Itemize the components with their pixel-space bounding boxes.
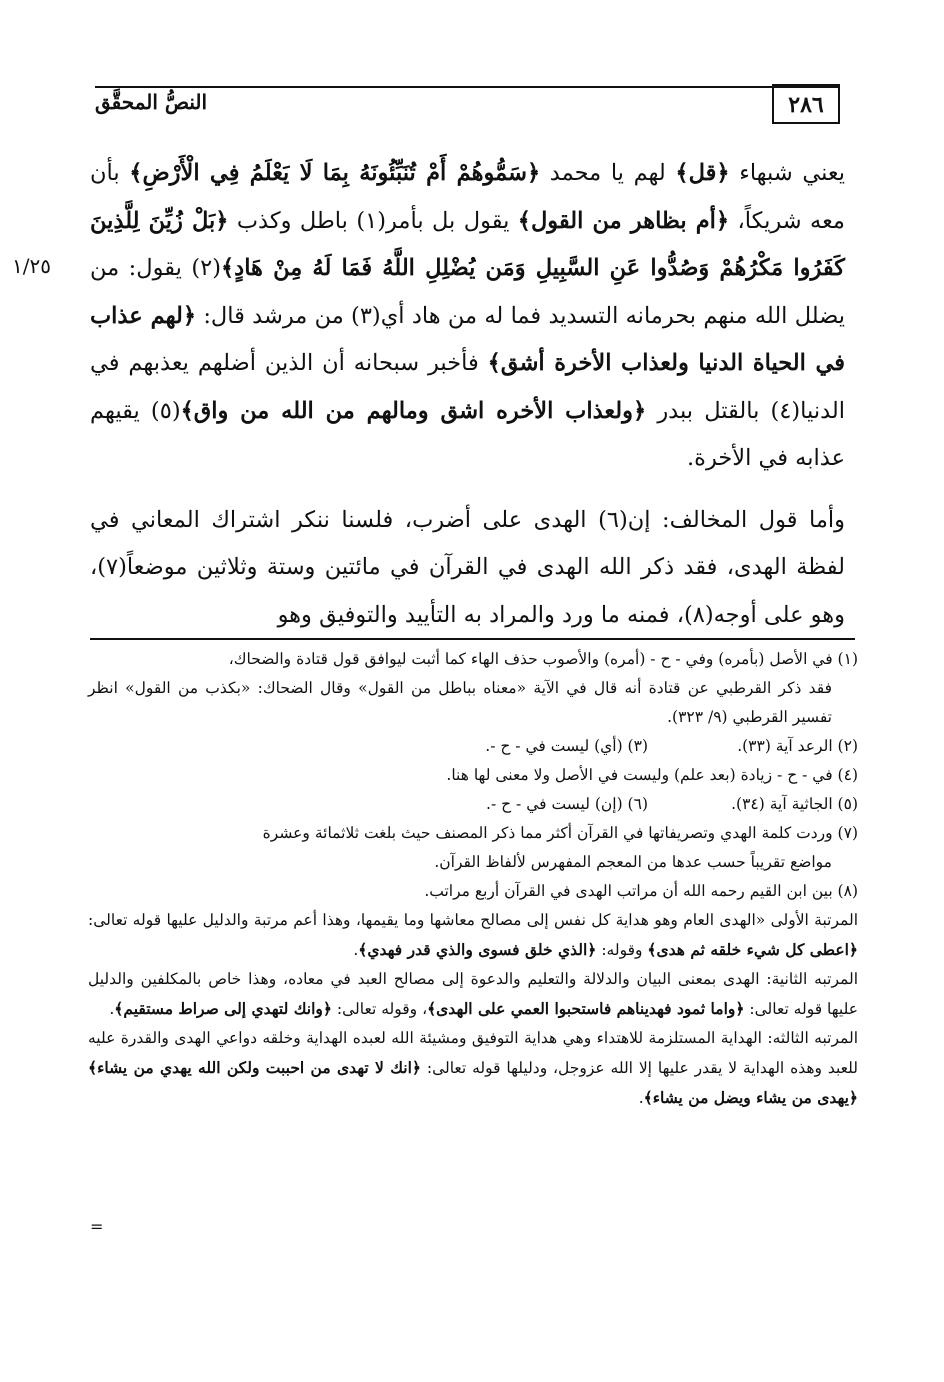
continuation-mark: = bbox=[90, 1217, 104, 1236]
paragraph-2: وأما قول المخالف: إن(٦) الهدى على أضرب، فلسنا ننكر اشتراك المعاني في لفظة الهدى، فقد ذكر الله الهدى في القرآن في مائتين وستة وثلاثين موضعاً(٧)، وهو على أوجه(٨)، فمنه ما ورد والمراد به التأييد والتوفيق وهو bbox=[90, 506, 845, 628]
rank-3-text: . bbox=[638, 1089, 644, 1107]
rank-1-text: . bbox=[353, 941, 359, 959]
footnote-5: (٥) الجاثية آية (٣٤). bbox=[731, 795, 858, 813]
book-title: النصُّ المحقَّق bbox=[95, 90, 208, 114]
paragraph-1-text: فأخبر سبحانه أن الذين أضلهم يعذبهم في الدنيا(٤) بالقتل ببدر bbox=[90, 350, 846, 424]
footnote-1 bbox=[88, 645, 858, 674]
paragraph-1 bbox=[90, 150, 845, 483]
paragraph-1-text: (٢) يقول: من يضلل الله منهم بحرمانه التسديد فما له من هاد أي(٣) من مرشد قال: bbox=[90, 255, 845, 329]
paragraph-1-quote: ﴿أم بظاهر من القول﴾ bbox=[517, 207, 730, 234]
footnote-3: (٣) (أي) ليست في - ح -. bbox=[485, 737, 648, 755]
footnote-8-rank-3 bbox=[88, 1024, 858, 1113]
paragraph-1-quote: ﴿لهم عذاب في الحياة الدنيا ولعذاب الأخرة أشق﴾ bbox=[90, 302, 845, 376]
footnote-8-rank-2 bbox=[88, 965, 858, 1024]
rank-2-quote: ﴿وانك لتهدي إلى صراط مستقيم﴾ bbox=[114, 999, 332, 1018]
margin-reference: ١/٢٥ bbox=[12, 254, 51, 278]
footnote-7: (٧) وردت كلمة الهدي وتصريفاتها في القرآن أكثر مما ذكر المصنف حيث بلغت ثلاثمائة وعشرة bbox=[262, 824, 858, 842]
footnote-separator bbox=[90, 638, 855, 640]
paragraph-1-text: يعني شبهاء bbox=[729, 160, 845, 186]
paragraph-1-text: بأن معه شريكاً، bbox=[90, 160, 845, 234]
rank-2-text: المرتبه الثانية: الهدى بمعنى البيان والدلالة والتعليم والدعوة إلى مصالح العبد في معاده، وهذا خاص بالمكلفين والدليل عليها قوله تعالى: bbox=[88, 970, 858, 1018]
rank-3-quote: ﴿يهدى من يشاء ويضل من يشاء﴾ bbox=[643, 1088, 858, 1107]
footnote-8-rank-1 bbox=[88, 906, 858, 965]
page-header bbox=[95, 86, 840, 126]
page-number-box: ٢٨٦ bbox=[772, 86, 840, 124]
rank-1-quote: ﴿الذي خلق فسوى والذي قدر فهدي﴾ bbox=[358, 940, 597, 959]
paragraph-1-quote: ﴿بَلْ زُيِّنَ لِلَّذِينَ كَفَرُوا مَكْرُهُمْ وَصُدُّوا عَنِ السَّبِيلِ وَمَن يُضْلِلِ اللَّهُ فَمَا لَهُ مِنْ هَادٍ﴾ bbox=[90, 207, 845, 281]
paragraph-1-quote: ﴿سَمُّوهُمْ أَمْ تُنَبِّئُونَهُ بِمَا لَا يَعْلَمُ فِي الْأَرْضِ﴾ bbox=[129, 160, 541, 186]
paragraph-1-text: يقول بل بأمر(١) باطل وكذب bbox=[228, 207, 518, 234]
rank-3-quote: ﴿انك لا تهدى من احببت ولكن الله يهدي من يشاء﴾ bbox=[88, 1058, 421, 1077]
paragraph-1-quote: ﴿ولعذاب الأخره اشق ومالهم من الله من واق﴾ bbox=[180, 397, 647, 424]
rank-1-quote: ﴿اعطى كل شيء خلقه ثم هدى﴾ bbox=[647, 940, 858, 959]
rank-2-text: ، وقوله تعالى: bbox=[331, 1000, 428, 1018]
footnote-4: (٤) في - ح - زيادة (بعد علم) وليست في الأصل ولا معنى لها هنا. bbox=[446, 766, 858, 784]
rank-1-text: المرتبة الأولى «الهدى العام وهو هداية كل نفس إلى مصالح معاشها وما يقيمها، وهذا أعم مرتبة والدليل عليها قوله تعالى: bbox=[88, 911, 858, 929]
header-rule bbox=[95, 86, 840, 88]
footnote-2: (٢) الرعد آية (٣٣). bbox=[737, 737, 858, 755]
rank-2-text: . bbox=[109, 1000, 115, 1018]
footnote-1-line-a: (١) في الأصل (بأمره) وفي - ح - (أمره) والأصوب حذف الهاء كما أثبت ليوافق قول قتادة والضحاك، bbox=[228, 650, 858, 668]
footnote-6: (٦) (إن) ليست في - ح -. bbox=[486, 795, 648, 813]
footnotes bbox=[88, 645, 858, 1113]
footnote-row-5-6 bbox=[88, 790, 858, 819]
footnote-row-2-3 bbox=[88, 732, 858, 761]
rank-2-quote: ﴿واما ثمود فهديناهم فاستحبوا العمي على الهدى﴾ bbox=[427, 999, 745, 1018]
paragraph-1-text: (٥) يقيهم عذابه في الأخرة. bbox=[90, 397, 845, 471]
rank-1-text: وقوله: bbox=[596, 941, 648, 959]
rank-3-text: المرتبه الثالثه: الهداية المستلزمة للاهتداء وهي هداية التوفيق ومشيئة الله لعبده الهداية وخلقه دواعي الهدى والقدرة عليه للعبد وهذه الهداية لا يقدر عليها إلا الله عزوجل، ودليلها قوله تعالى: bbox=[88, 1029, 859, 1077]
main-text bbox=[90, 150, 845, 639]
paragraph-1-quote: ﴿قل﴾ bbox=[675, 160, 730, 186]
footnote-1-cont: فقد ذكر القرطبي عن قتادة أنه قال في الآية «معناه بباطل من القول» وقال الضحاك: «بكذب من القول» انظر تفسير القرطبي (٩/ ٣٢٣). bbox=[88, 679, 832, 726]
footnote-8: (٨) بين ابن القيم رحمه الله أن مراتب الهدى في القرآن أربع مراتب. bbox=[424, 882, 858, 900]
footnote-7-cont: مواضع تقريباً حسب عدها من المعجم المفهرس لألفاظ القرآن. bbox=[434, 853, 832, 871]
paragraph-1-text: لهم يا محمد bbox=[540, 160, 676, 186]
